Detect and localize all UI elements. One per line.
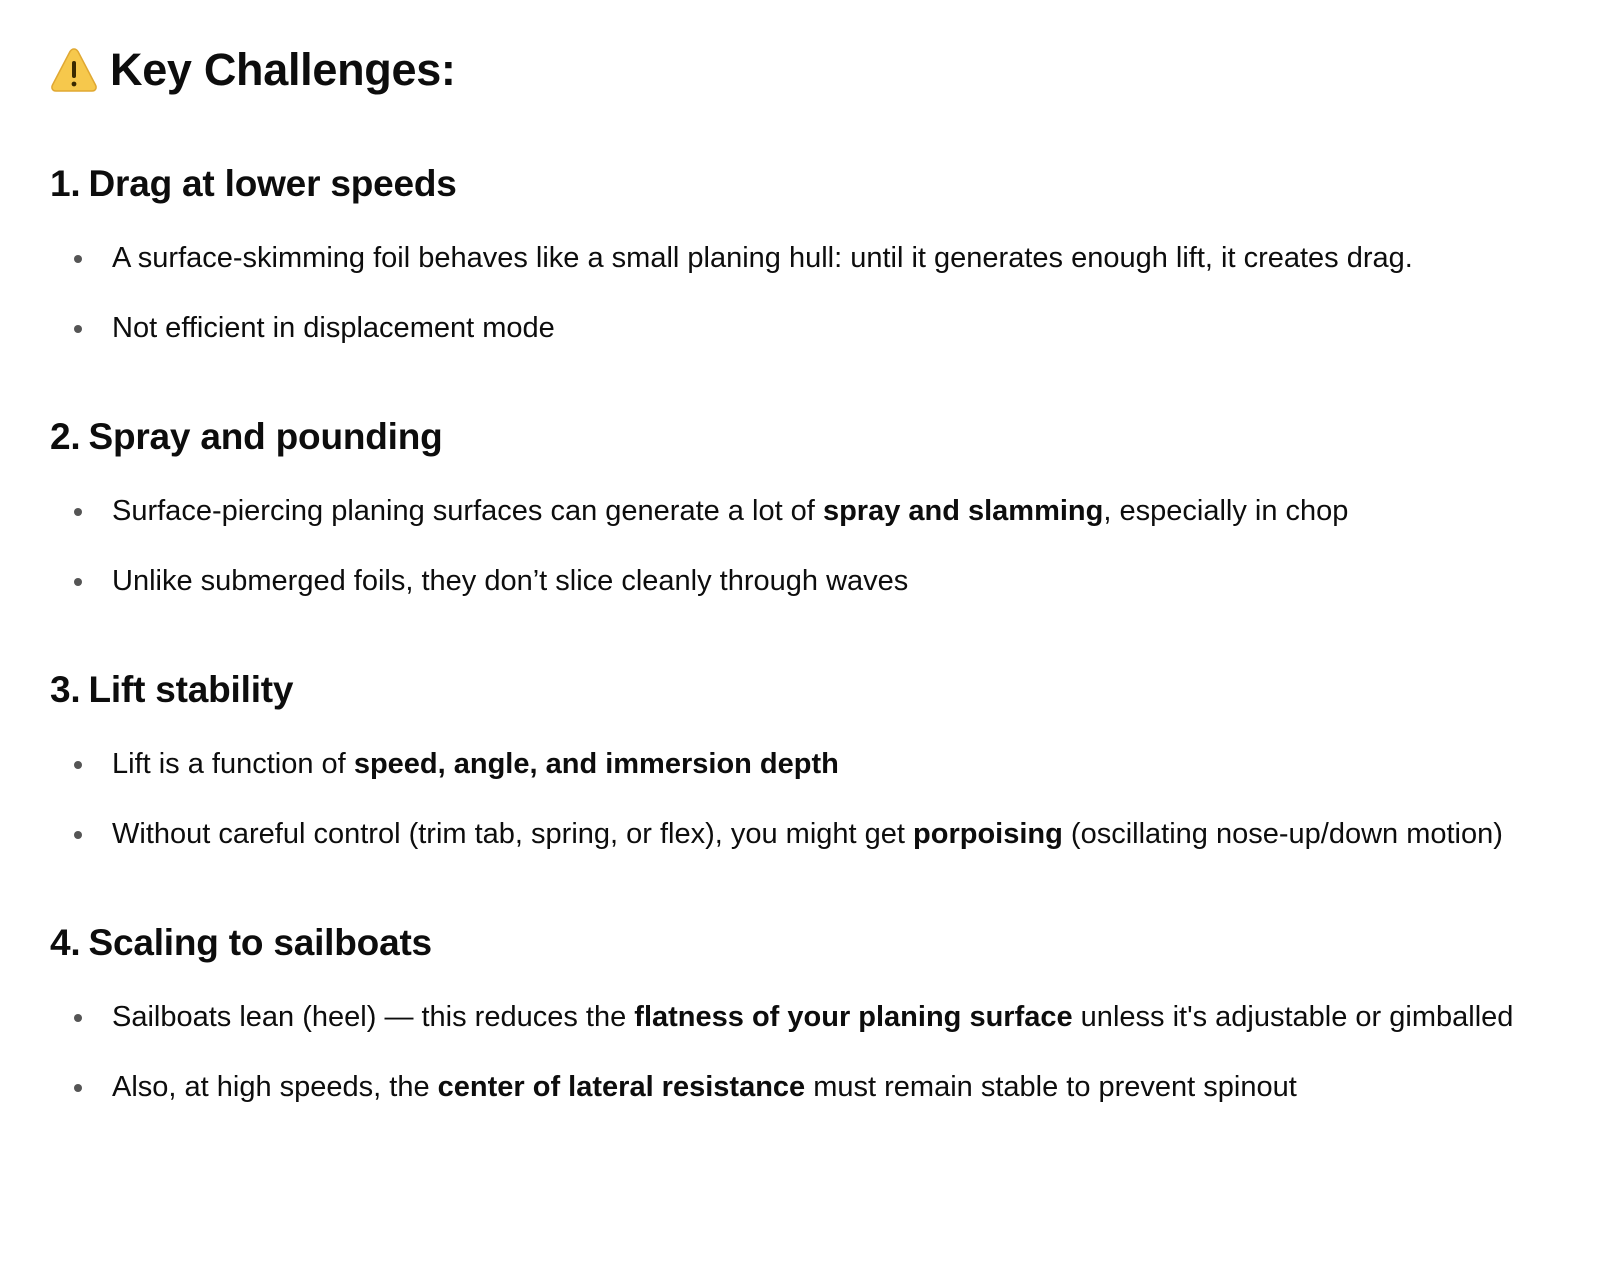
- list-item: [50, 989, 1562, 1045]
- text-run: unless it's adjustable or gimballed: [1072, 1001, 1514, 1033]
- section-number: 3.: [50, 669, 81, 710]
- title-row: [50, 38, 1552, 102]
- text-run: Surface-piercing planing surfaces can generate a lot of: [112, 495, 823, 527]
- bullet-list: [50, 483, 1552, 609]
- section-heading: [50, 915, 1552, 971]
- bullet-dot: [74, 578, 82, 586]
- bullet-list: [50, 230, 1552, 356]
- bullet-list: [50, 736, 1552, 862]
- warning-icon: [50, 47, 98, 93]
- section-2: [50, 409, 1552, 609]
- list-item: [50, 483, 1562, 539]
- section-heading-text: Lift stability: [88, 669, 294, 710]
- text-run: , especially in chop: [1103, 495, 1349, 527]
- text-run: Also, at high speeds, the: [112, 1071, 438, 1103]
- bold-text: spray and slamming: [822, 495, 1104, 527]
- text-run: (oscillating nose-up/down motion): [1062, 818, 1503, 850]
- section-heading: [50, 156, 1552, 212]
- section-number: 1.: [50, 163, 81, 204]
- bold-text: flatness of your planing surface: [634, 1001, 1073, 1033]
- list-item: [50, 553, 1562, 609]
- bold-text: center of lateral resistance: [437, 1071, 806, 1103]
- bullet-list: [50, 989, 1552, 1115]
- section-heading: [50, 409, 1552, 465]
- section-number: 4.: [50, 922, 81, 963]
- bullet-dot: [74, 508, 82, 516]
- bullet-dot: [74, 831, 82, 839]
- page-title: Key Challenges:: [110, 44, 456, 95]
- text-run: Without careful control (trim tab, spring, or flex), you might get: [112, 818, 914, 850]
- list-item: [50, 736, 1562, 792]
- bullet-dot: [74, 325, 82, 333]
- list-item: [50, 1059, 1562, 1115]
- section-3: [50, 662, 1552, 862]
- bullet-dot: [74, 761, 82, 769]
- list-item: [50, 300, 1562, 356]
- list-item: [50, 230, 1562, 286]
- section-heading: [50, 662, 1552, 718]
- bullet-dot: [74, 255, 82, 263]
- sections-container: [50, 156, 1552, 1115]
- section-heading-text: Scaling to sailboats: [88, 922, 432, 963]
- bullet-dot: [74, 1084, 82, 1092]
- section-number: 2.: [50, 416, 81, 457]
- section-heading-text: Drag at lower speeds: [88, 163, 457, 204]
- text-run: Not efficient in displacement mode: [112, 312, 555, 344]
- section-1: [50, 156, 1552, 356]
- text-run: must remain stable to prevent spinout: [805, 1071, 1297, 1103]
- text-run: Unlike submerged foils, they don’t slice cleanly through waves: [112, 565, 909, 597]
- section-4: [50, 915, 1552, 1115]
- section-heading-text: Spray and pounding: [88, 416, 443, 457]
- list-item: [50, 806, 1562, 862]
- text-run: Lift is a function of: [112, 748, 354, 780]
- text-run: Sailboats lean (heel) — this reduces the: [112, 1001, 635, 1033]
- bold-text: porpoising: [913, 818, 1063, 850]
- bold-text: speed, angle, and immersion depth: [353, 748, 839, 780]
- bullet-dot: [74, 1014, 82, 1022]
- text-run: A surface-skimming foil behaves like a small planing hull: until it generates enough lift, it creates drag.: [112, 242, 1413, 274]
